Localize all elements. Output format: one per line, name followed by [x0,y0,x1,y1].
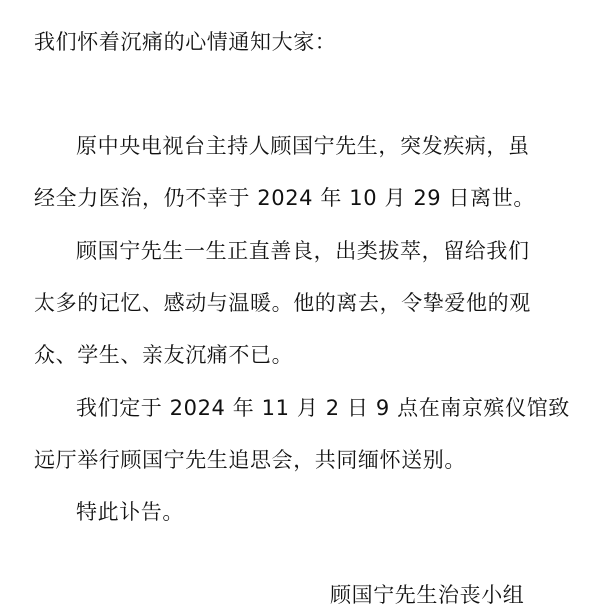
paragraph-2-line-3: 众、学生、亲友沉痛不已。 [34,343,294,367]
paragraph-3-line-1: 我们定于 2024 年 11 月 2 日 9 点在南京殡仪馆致 [76,396,570,420]
paragraph-2-line-1: 顾国宁先生一生正直善良，出类拔萃，留给我们 [76,239,530,263]
notice-greeting: 我们怀着沉痛的心情通知大家： [34,30,337,54]
paragraph-1-line-1: 原中央电视台主持人顾国宁先生，突发疾病，虽 [76,134,530,158]
paragraph-1-line-2: 经全力医治，仍不幸于 2024 年 10 月 29 日离世。 [34,186,535,210]
paragraph-2-line-2: 太多的记忆、感动与温暖。他的离去，令挚爱他的观 [34,291,531,315]
notice-signature: 顾国宁先生治丧小组 [330,583,525,607]
paragraph-3-line-2: 远厅举行顾国宁先生追思会，共同缅怀送别。 [34,448,466,472]
notice-closing: 特此讣告。 [76,500,184,524]
